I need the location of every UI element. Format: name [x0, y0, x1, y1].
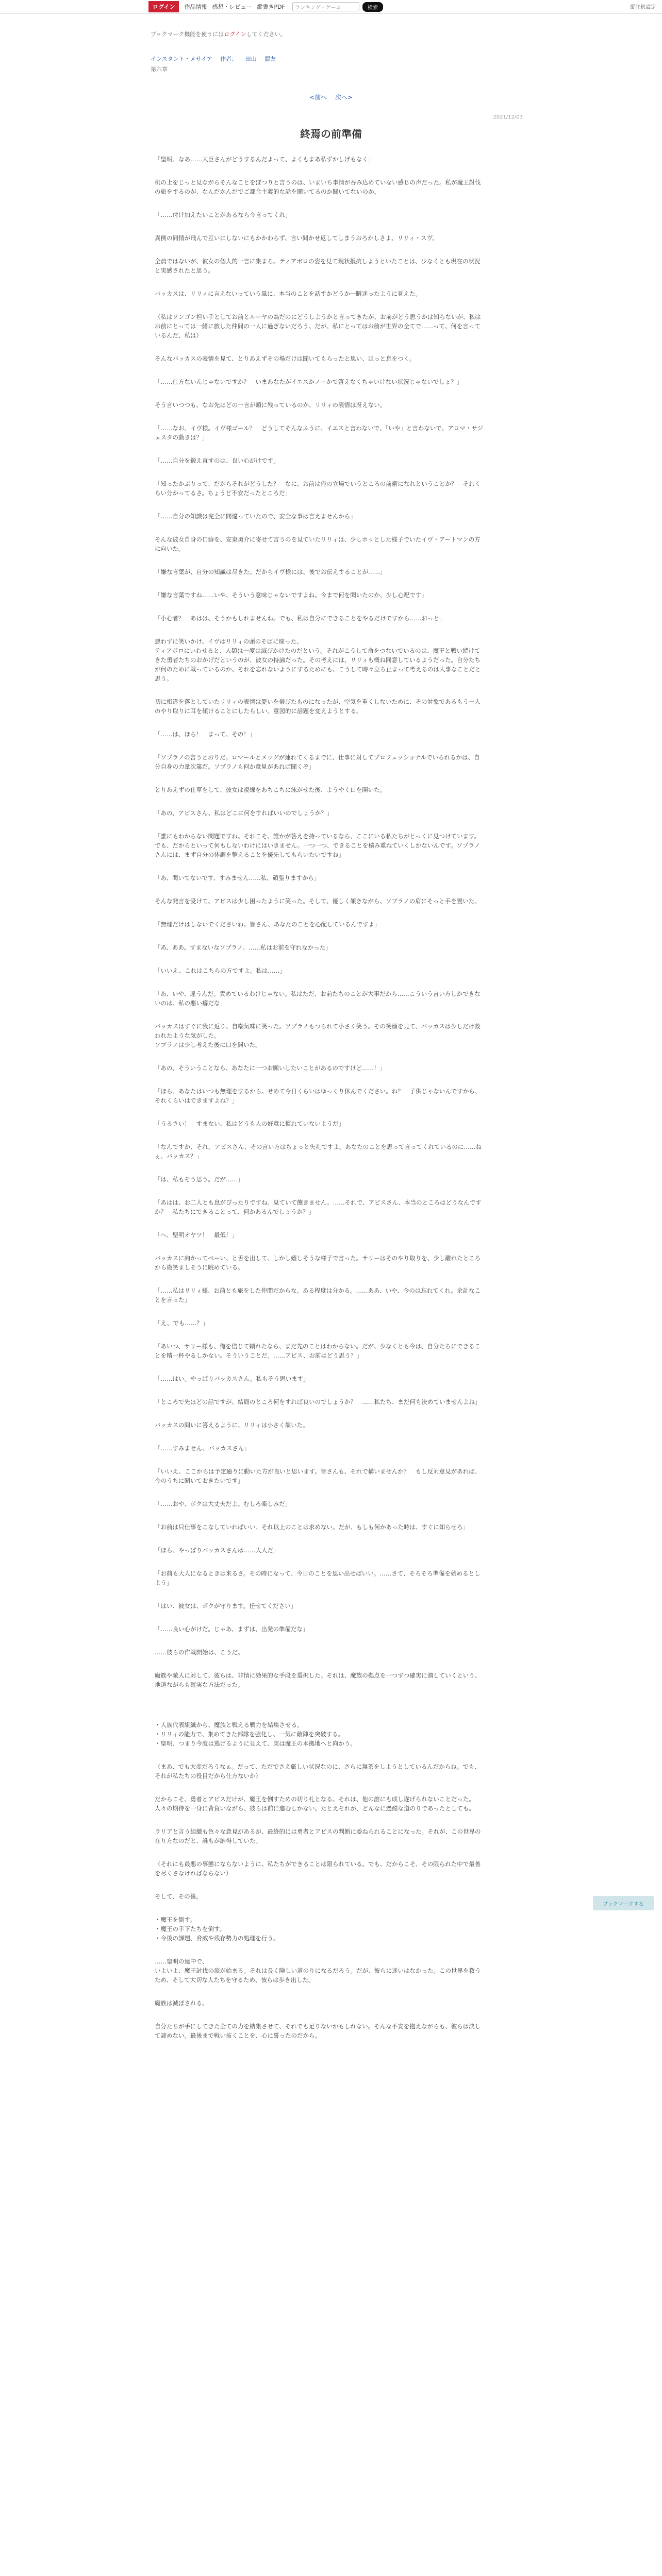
login-link[interactable]: ログイン	[224, 31, 246, 38]
body-paragraph: バッカスの問いに答えるように、リリィは小さく頷いた。	[155, 1421, 309, 1429]
body-paragraph: そう言いつつも、なお先ほどの一言が頭に残っているのか、リリィの表情は冴えない。	[155, 401, 386, 409]
pager	[0, 93, 662, 101]
prev-page-link[interactable]: <前へ	[309, 94, 327, 101]
body-paragraph: 机の上をじっと見ながらそんなことをぼつりと言うのは、いまいち事情が吞み込めていない感じの声だった。私が魔王討伐の旅をするのが、なんだかんだでご都合主義的な話を聞いてるのか聞いてないのか。	[155, 179, 481, 195]
body-paragraph: 「お前は只仕事をこなしていればいい。それ以上のことは求めない。だが、もしも何かあった時は、すぐに知らせろ」	[155, 1523, 469, 1531]
nav-link-pdf[interactable]: 縦書きPDF	[257, 4, 285, 10]
post-date: 2021/12/03	[493, 114, 523, 120]
body-paragraph: 「……おや、ボクは大丈夫だよ。むしろ楽しみだ」	[155, 1500, 291, 1507]
body-paragraph: 「あ、ああ。すまないなソプラノ。……私はお前を守れなかった」	[155, 944, 332, 951]
body-paragraph: 「嫌な言葉が、自分の知識は尽きた。だからイヴ様には、後でお伝えすることが……」	[155, 568, 386, 575]
top-nav	[148, 0, 514, 13]
body-paragraph: 「嫌な言葉ですね……いや、そういう意味じゃないですよね。今まで何を聞いたのか、少し心配です」	[155, 591, 427, 599]
body-paragraph: 全員ではないが、彼女の個人的一言に集まろ。ティアボロの姿を見て現状抵抗しようといたことは、少なくとも現在の状況と実感されたと思う。	[155, 258, 481, 274]
body-paragraph: 「ほら、あなたはいつも無理をするから。せめて今日くらいはゆっくり休んでください。ね？ 子供じゃないんですから、それくらいはできますよね？」	[155, 1088, 481, 1104]
body-paragraph: 「いいえ、これはこちらの方ですよ。私は……」	[155, 967, 286, 974]
body-paragraph: 「……良い心がけだ。じゃあ、まずは、出発の準備だな」	[155, 1625, 309, 1633]
body-paragraph: 「え、でも……？」	[155, 1319, 209, 1327]
body-paragraph: 「ほら、やっぱりバッカスさんは……大人だ」	[155, 1547, 279, 1554]
body-paragraph: 魔族は滅ぼされる。	[155, 1999, 208, 2007]
body-paragraph: （それにも最悪の事態にならないように、私たちができることは限られている。でも、だからこそ、その限られた中で最善を尽くさなければならない）	[155, 1860, 481, 1877]
bookmark-button[interactable]: ブックマークする	[593, 1896, 654, 1910]
body-paragraph: （私はソンゴン担い手としてお前とルーヤの為だのにどうしようかと言ってきたが、お前がどう思うかは知らないが、私はお前にとっては一緒に旅した仲間の一人に過ぎないだろう。だが、私にとってはお前が世界の全てで……って、何を言っているんだ、私は）	[155, 313, 481, 339]
author-link-2[interactable]: 麗友	[264, 56, 276, 62]
body-paragraph: 魔族や敵人に対して、彼らは、非情に効果的な手段を選択した。それは、魔族の拠点を一つずつ確実に潰していくという、地道ながらも確実な方法だった。	[155, 1672, 481, 1688]
series-row	[151, 55, 511, 63]
top-bar	[0, 0, 662, 14]
search-button[interactable]: 検索	[362, 2, 383, 12]
novel-header	[151, 30, 511, 73]
bookmark-notice: ブックマーク機能を使うにはログインしてください。	[151, 31, 286, 38]
author-label: 作者：	[220, 56, 238, 62]
body-paragraph: 「ソプラノの言うとおりだ。ロマールとメッグが連れてくるまでに、仕事に対してプロフェッショナルでいられるかは、自分自身の力量次第だ。ソプラノも何か意見があれば聞くぞ」	[155, 754, 480, 770]
body-paragraph: （まあ、でも大変だろうなぁ。だって、ただでさえ厳しい状況なのに、さらに無茶をしようとしているんだからね。でも、それが私たちの役目だから仕方ないか）	[155, 1763, 481, 1780]
series-title-link[interactable]: インスタント・メサイア	[151, 56, 212, 62]
body-paragraph: 「……はい。やっぱりバッカスさん。私もそう思います」	[155, 1375, 309, 1382]
episode-title: 終焉の前準備	[300, 128, 362, 140]
body-paragraph: バッカスは、リリィに言えないっていう風に、本当のことを話すかどうか一瞬迷ったように見えた。	[155, 290, 422, 297]
body-paragraph: 「へ、聖明オヤツ！ 最低！」	[155, 1231, 238, 1239]
body-paragraph: 「あの、そういうことなら、あなたに一つお願いしたいことがあるのですけど……！」	[155, 1064, 386, 1072]
body-paragraph: 「いいえ、ここからは予定通りに動いた方が良いと思います。皆さんも、それで構いませんか？ もし反対意見があれば、今のうちに聞いておきたいです」	[155, 1468, 481, 1484]
body-paragraph: ……彼らの作戦開始は、こうだ。	[155, 1649, 244, 1656]
body-paragraph: 初に相違を落としていたリリィの表情は憂いを帯びたものになったが、空気を重くしないために、その対象であるもう一人のやり取りに耳を傾けることにしたらしい。意図的に話題を変えようとする。	[155, 698, 481, 715]
body-paragraph: 異例の同情が飛んで互いにしないにもかかわらず、言い聞かせ返してしまうおろかしさよ、リリィ・スヴ。	[155, 234, 438, 242]
body-paragraph: そして、その後。	[155, 1893, 202, 1900]
body-paragraph: 「無理だけはしないでくださいね。皆さん、あなたのことを心配しているんですよ」	[155, 921, 380, 928]
body-paragraph: ・人族代表組織から、魔族と戦える戦力を結集させる。 ・リリィの能力で、集めてきた部隊を強化し、一気に敵陣を突破する。 ・聖明、つまり今度は逃げるように見えて、実は魔王の本拠地へと向かう。	[155, 1721, 356, 1747]
body-paragraph: だからこそ、勇者とアビスだけが、魔王を倒すための切り札となる。それは、他の誰にも成し遂げられないことだった。人々の期待を一身に背負いながら、彼らは前に進むしかない。たとえそれが、どんなに過酷な道のりであったとしても。	[155, 1795, 475, 1812]
next-page-link[interactable]: 次へ>	[335, 94, 353, 101]
body-paragraph: そんな発言を受けて、アビスは少し困ったように笑った。そして、優しく頷きながら、ソプラノの肩にそっと手を置いた。	[155, 897, 481, 905]
body-paragraph: 「お前も大人になるときは来るさ。その時になって、今日のことを思い出せばいい。……さて、そろそろ準備を始めるとしよう」	[155, 1570, 481, 1586]
body-paragraph: 「ところで先ほどの話ですが、結局のところ何をすれば良いのでしょうか？ ……私たち、まだ何も決めていませんよね」	[155, 1398, 481, 1405]
body-paragraph: そんな彼女自身の口癖を、安東勇介に寄せて言うのを見ていたリリィは、少しホッとした様子でいたイヴ・アートマンの方に向いた。	[155, 536, 481, 552]
body-paragraph: 「……すみません、バッカスさん」	[155, 1445, 250, 1452]
search-input[interactable]: ランキング・ゲーム	[292, 2, 359, 11]
body-paragraph: 「なんですか、それ。アビスさん、その言い方はちょっと失礼ですよ。あなたのことを思って言ってくれているのに……ねぇ、バッカス？」	[155, 1143, 482, 1160]
body-paragraph: バッカスはすぐに我に返り、自嘲気味に笑った。ソプラノもつられて小さく笑う。その笑顔を見て、バッカスは少しだけ救われたような気がした。 ソプラノは少し考えた後に口を開いた。	[155, 1023, 481, 1048]
body-paragraph: ラリアと言う組織も色々な意見があるが、最終的には勇者とアビスの判断に委ねられることになった。それが、この世界の在り方なのだと、誰もが納得していた。	[155, 1828, 481, 1844]
body-paragraph: そんなバッカスの表情を見て、とりあえずその場だけは聞いてもらったと思い、ほっと息をつく。	[155, 355, 416, 362]
body-paragraph: 「……付け加えたいことがあるなら今言ってくれ」	[155, 211, 291, 218]
body-paragraph: 「あいつ、サリー様も、俺を信じて頼れたなら、まだ先のことはわからない。だが、少なくとも今は、自分たちにできることを精一杯やるしかない。そういうことだ。……アビス、お前はどう思う？」	[155, 1343, 481, 1359]
body-paragraph: 「小心者？ あはは、そうかもしれませんね。でも、私は自分にできることをやるだけですから……おっと」	[155, 615, 445, 622]
nav-link-review[interactable]: 感想・レビュー	[212, 4, 252, 10]
body-paragraph: 悪わずに笑いかけ、イヴはリリィの頭のそばに座った。 ティアボロにいわせると、人類は一度は滅びかけたのだという。それがこうして命をつないでいるのは、魔王と戦い続けてきた勇者たちのおかげだというのが、彼女の持論だった。その考えには、リリィも概ね同意しているようだった。自分たちが何のために戦っているのか、それを忘れないようにするためにも、こうして時々立ち止まって考えるのは大事なことだと思う。	[155, 638, 481, 682]
body-paragraph: 「……自分を鍛え直すのは、良い心がけです」	[155, 457, 279, 464]
author-link[interactable]: 田山	[245, 56, 257, 62]
novel-body	[155, 155, 485, 2054]
body-paragraph: 「……は、ほら！ まって、その！」	[155, 731, 256, 738]
body-paragraph: 「は、私もそう思う。だが……」	[155, 1176, 244, 1183]
body-paragraph: 「知ったかぶりって、だからそれがどうした？ なに、お前は俺の立場でいうところの前衛になれということか？ それくらい分かってるさ。ちょうど不安だったところだ」	[155, 480, 481, 497]
body-paragraph: 「はい、彼女は、ボクが守ります。任せてください」	[155, 1602, 297, 1609]
body-paragraph: 「聖明、なあ……大臣さんがどうするんだよって、よくもまあ私ずかしげもなく」	[155, 156, 374, 163]
body-paragraph: 「うるさい！ すまない、私はどうも人の好意に慣れていないようだ」	[155, 1120, 344, 1127]
login-button[interactable]: ログイン	[148, 1, 179, 12]
body-paragraph: バッカスに向かってぺーい、と舌を出して、しかし嬉しそうな様子で言った。サリーはそのやり取りを、少し離れたところから微笑ましそうに眺めている。	[155, 1255, 481, 1271]
body-paragraph: 自分たちが手にしてきた全ての力を結集させて、それでも足りないかもしれない。そんな不安を抱えながらも、彼らは決して諦めない。最後まで戦い抜くことを、心に誓ったのだから。	[155, 2023, 481, 2039]
body-paragraph: 「あの、アビスさん、私はどこに何をすればいいのでしょうか？」	[155, 809, 333, 817]
body-paragraph: 「……私はリリィ様、お前とも旅をした仲間だからな。ある程度は分かる。……ああ、いや、今のは忘れてくれ。余計なことを言った」	[155, 1287, 481, 1303]
body-paragraph: 「あ、いや、違うんだ。責めているわけじゃない。私はただ、お前たちのことが大事だから……こういう言い方しかできないのは、私の悪い癖だな」	[155, 990, 481, 1007]
body-paragraph: 「誰にもわからない問題ですね。それこそ、誰かが答えを持っているなら、ここにいる私たちがとっくに見つけています。でも、だからといって何もしないわけにはいきません。一つ一つ、できることを積み重ねていくしかないんです。ソプラノさんには、まず自分の体調を整えることを優先してもらいたいですね」	[155, 833, 481, 858]
body-paragraph: ……聖明の連中で、 いよいよ、魔王討伐の旅が始まる。それは長く険しい道のりになるだろう。だが、彼らに迷いはなかった。この世界を救うため、そして大切な人たちを守るため、彼らは歩き出した。	[155, 1958, 481, 1984]
body-paragraph: 「……仕方ないんじゃないですか？ いまあなたがイエスかノーかで答えなくちゃいけない状況じゃないでしょ？」	[155, 378, 463, 385]
nav-link-info[interactable]: 作品情報	[184, 4, 207, 10]
display-settings-link[interactable]: 縦注釈設定	[630, 5, 656, 10]
chapter-label: 第六章	[151, 66, 168, 73]
body-paragraph: 「あ、聞いてないです、すみません……私、頑張りますから」	[155, 874, 320, 882]
body-paragraph: 「……なお、イヴ様。イヴ様ゴール？ どうしてそんなふうに、イエスと言わないで、「いや」と言わないで。アロマ・サジェスタの動きは？」	[155, 425, 483, 441]
body-paragraph: 「あはは、お二人とも息がぴったりですね。見ていて飽きません。……それで、アビスさん、本当のところはどうなんですか？ 私たちにできることって、何かあるんでしょうか？」	[155, 1199, 482, 1215]
body-paragraph: ・魔王を倒す。 ・魔王の手下たちを倒す。 ・今後の課題、脅威や残存勢力の処理を行う。	[155, 1916, 279, 1942]
body-paragraph: 「……自分の知識は完全に間違っていたので、安全な事は言えませんから」	[155, 513, 356, 520]
body-paragraph: とりあえずの仕草をして、彼女は視線をあちこちに泳がせた後、ようやく口を開いた。	[155, 786, 386, 793]
